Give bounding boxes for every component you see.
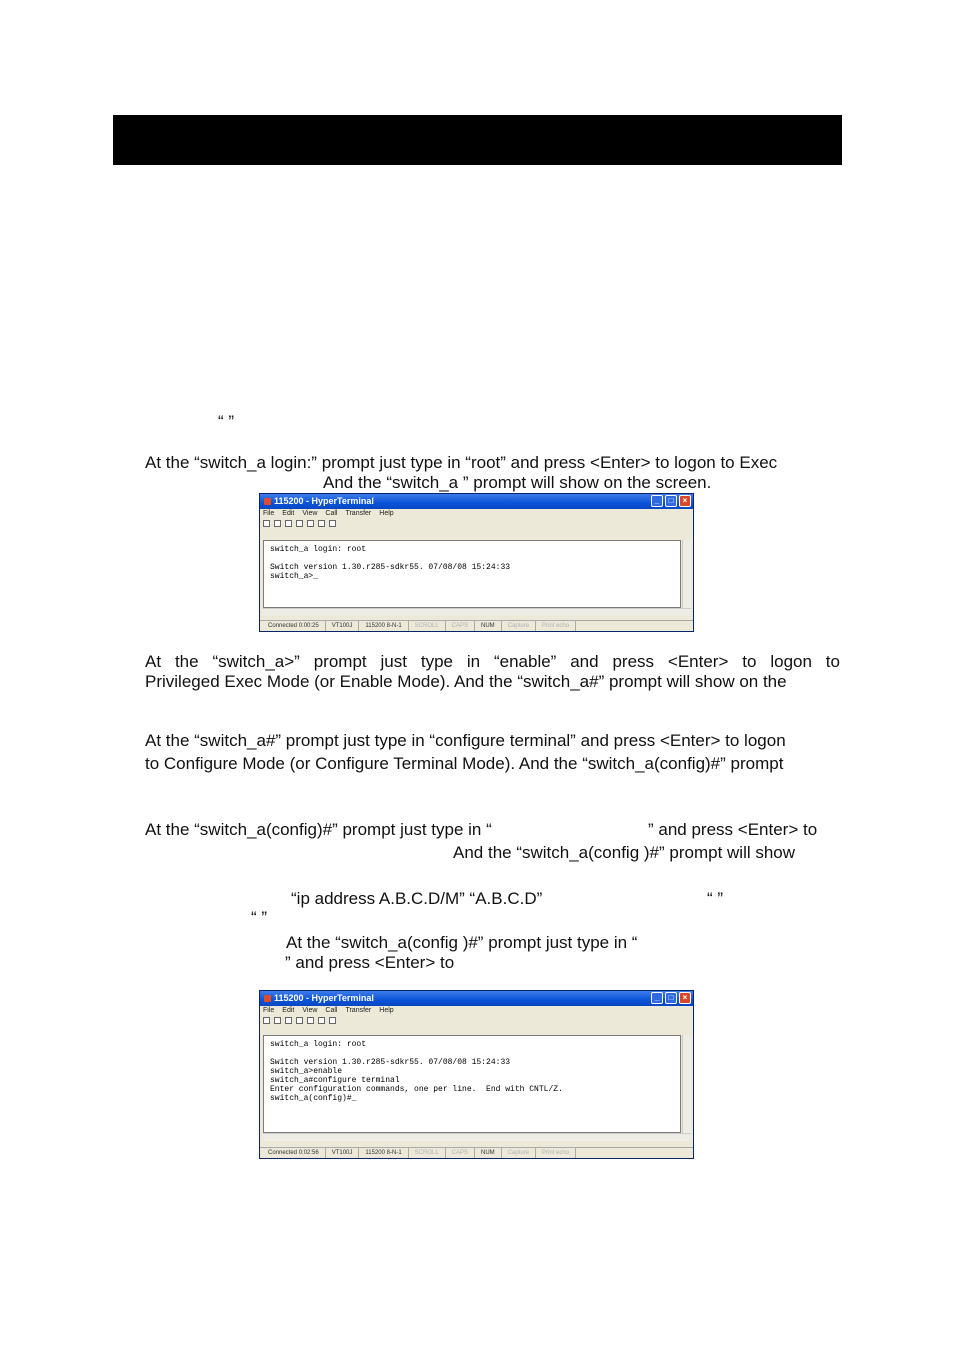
status-num: NUM — [475, 1148, 502, 1158]
hyperterminal-app-icon — [264, 498, 271, 505]
status-connected: Connected 0:00:25 — [262, 621, 326, 631]
open-icon[interactable] — [274, 520, 281, 527]
menu-view[interactable]: View — [302, 1007, 318, 1014]
horizontal-scrollbar[interactable] — [263, 608, 691, 616]
new-icon[interactable] — [263, 1017, 270, 1024]
status-port-settings: 115200 8-N-1 — [359, 621, 408, 631]
window-title: 115200 - HyperTerminal — [274, 496, 374, 506]
send-icon[interactable] — [307, 520, 314, 527]
menu-view[interactable]: View — [302, 510, 318, 517]
window-title: 115200 - HyperTerminal — [274, 993, 374, 1003]
hyperterminal-window-config — [259, 990, 694, 1159]
para-interface-line1b: ” and press <Enter> to — [648, 820, 818, 839]
open-icon[interactable] — [274, 1017, 281, 1024]
menu-bar — [263, 509, 394, 519]
vertical-scrollbar[interactable] — [682, 1035, 691, 1133]
disconnect-icon[interactable] — [296, 1017, 303, 1024]
menu-call[interactable]: Call — [325, 1007, 338, 1014]
maximize-icon[interactable]: □ — [665, 992, 677, 1004]
menu-edit[interactable]: Edit — [282, 1007, 295, 1014]
receive-icon[interactable] — [318, 520, 325, 527]
receive-icon[interactable] — [318, 1017, 325, 1024]
para-ipaddress-line1b: “ ” — [707, 889, 724, 908]
status-bar — [260, 1147, 693, 1158]
menu-file[interactable]: File — [263, 1007, 275, 1014]
para-interface-line1a: At the “switch_a(config)#” prompt just type in “ — [145, 820, 492, 839]
status-caps: CAPS — [446, 1148, 475, 1158]
properties-icon[interactable] — [329, 1017, 336, 1024]
toolbar — [263, 1017, 336, 1027]
para-configure-line2: to Configure Mode (or Configure Terminal Mode). And the “switch_a(config)#” prompt — [145, 754, 784, 773]
status-num: NUM — [475, 621, 502, 631]
menu-bar — [263, 1006, 394, 1016]
status-port-settings: 115200 8-N-1 — [359, 1148, 408, 1158]
maximize-icon[interactable]: □ — [665, 495, 677, 507]
minimize-icon[interactable]: _ — [651, 992, 663, 1004]
close-icon[interactable]: × — [679, 992, 691, 1004]
connect-icon[interactable] — [285, 520, 292, 527]
status-scroll: SCROLL — [409, 621, 446, 631]
menu-edit[interactable]: Edit — [282, 510, 295, 517]
status-print-echo: Print echo — [536, 621, 576, 631]
menu-call[interactable]: Call — [325, 510, 338, 517]
para-enable-line2: Privileged Exec Mode (or Enable Mode). And the “switch_a#” prompt will show on the — [145, 672, 787, 691]
status-emulation: VT100J — [326, 1148, 360, 1158]
para-interface-line2: And the “switch_a(config )#” prompt will show — [453, 843, 796, 862]
para-login-line1: At the “switch_a login:” prompt just type in “root” and press <Enter> to logon to Exec — [145, 453, 778, 472]
status-scroll: SCROLL — [409, 1148, 446, 1158]
status-caps: CAPS — [446, 621, 475, 631]
window-titlebar — [260, 991, 693, 1006]
menu-transfer[interactable]: Transfer — [345, 510, 372, 517]
para-exit-line2: ” and press <Enter> to — [285, 953, 455, 972]
quote-fragment: “ ” — [218, 412, 235, 431]
para-enable-line1: At the “switch_a>” prompt just type in “enable” and press <Enter> to logon to — [145, 652, 840, 671]
hyperterminal-window-login — [259, 493, 694, 632]
para-ipaddress-line2: “ ” — [251, 908, 268, 927]
close-icon[interactable]: × — [679, 495, 691, 507]
connect-icon[interactable] — [285, 1017, 292, 1024]
menu-file[interactable]: File — [263, 510, 275, 517]
para-exit-line1: At the “switch_a(config )#” prompt just type in “ — [286, 933, 638, 952]
status-emulation: VT100J — [326, 621, 360, 631]
menu-help[interactable]: Help — [379, 1007, 394, 1014]
status-capture: Capture — [502, 1148, 536, 1158]
horizontal-scrollbar[interactable] — [263, 1133, 691, 1141]
terminal-output[interactable]: switch_a login: root Switch version 1.30.r285-sdkr55. 07/08/08 15:24:33 switch_a>_ — [263, 540, 681, 608]
hyperterminal-app-icon — [264, 995, 271, 1002]
toolbar — [263, 520, 336, 530]
para-login-line2: And the “switch_a ” prompt will show on the screen. — [323, 473, 712, 492]
menu-help[interactable]: Help — [379, 510, 394, 517]
status-print-echo: Print echo — [536, 1148, 576, 1158]
disconnect-icon[interactable] — [296, 520, 303, 527]
status-capture: Capture — [502, 621, 536, 631]
para-ipaddress-line1a: “ip address A.B.C.D/M” “A.B.C.D” — [291, 889, 543, 908]
section-header-bar — [113, 115, 842, 165]
properties-icon[interactable] — [329, 520, 336, 527]
status-connected: Connected 0:02:56 — [262, 1148, 326, 1158]
status-bar — [260, 620, 693, 631]
window-titlebar — [260, 494, 693, 509]
para-configure-line1: At the “switch_a#” prompt just type in “configure terminal” and press <Enter> to logon — [145, 731, 786, 750]
send-icon[interactable] — [307, 1017, 314, 1024]
vertical-scrollbar[interactable] — [682, 540, 691, 608]
menu-transfer[interactable]: Transfer — [345, 1007, 372, 1014]
minimize-icon[interactable]: _ — [651, 495, 663, 507]
terminal-output[interactable]: switch_a login: root Switch version 1.30.r285-sdkr55. 07/08/08 15:24:33 switch_a>enable switch_a#configure terminal Enter configuration commands, one per line. End with CNTL/Z. switch_a(config)#_ — [263, 1035, 681, 1133]
new-icon[interactable] — [263, 520, 270, 527]
